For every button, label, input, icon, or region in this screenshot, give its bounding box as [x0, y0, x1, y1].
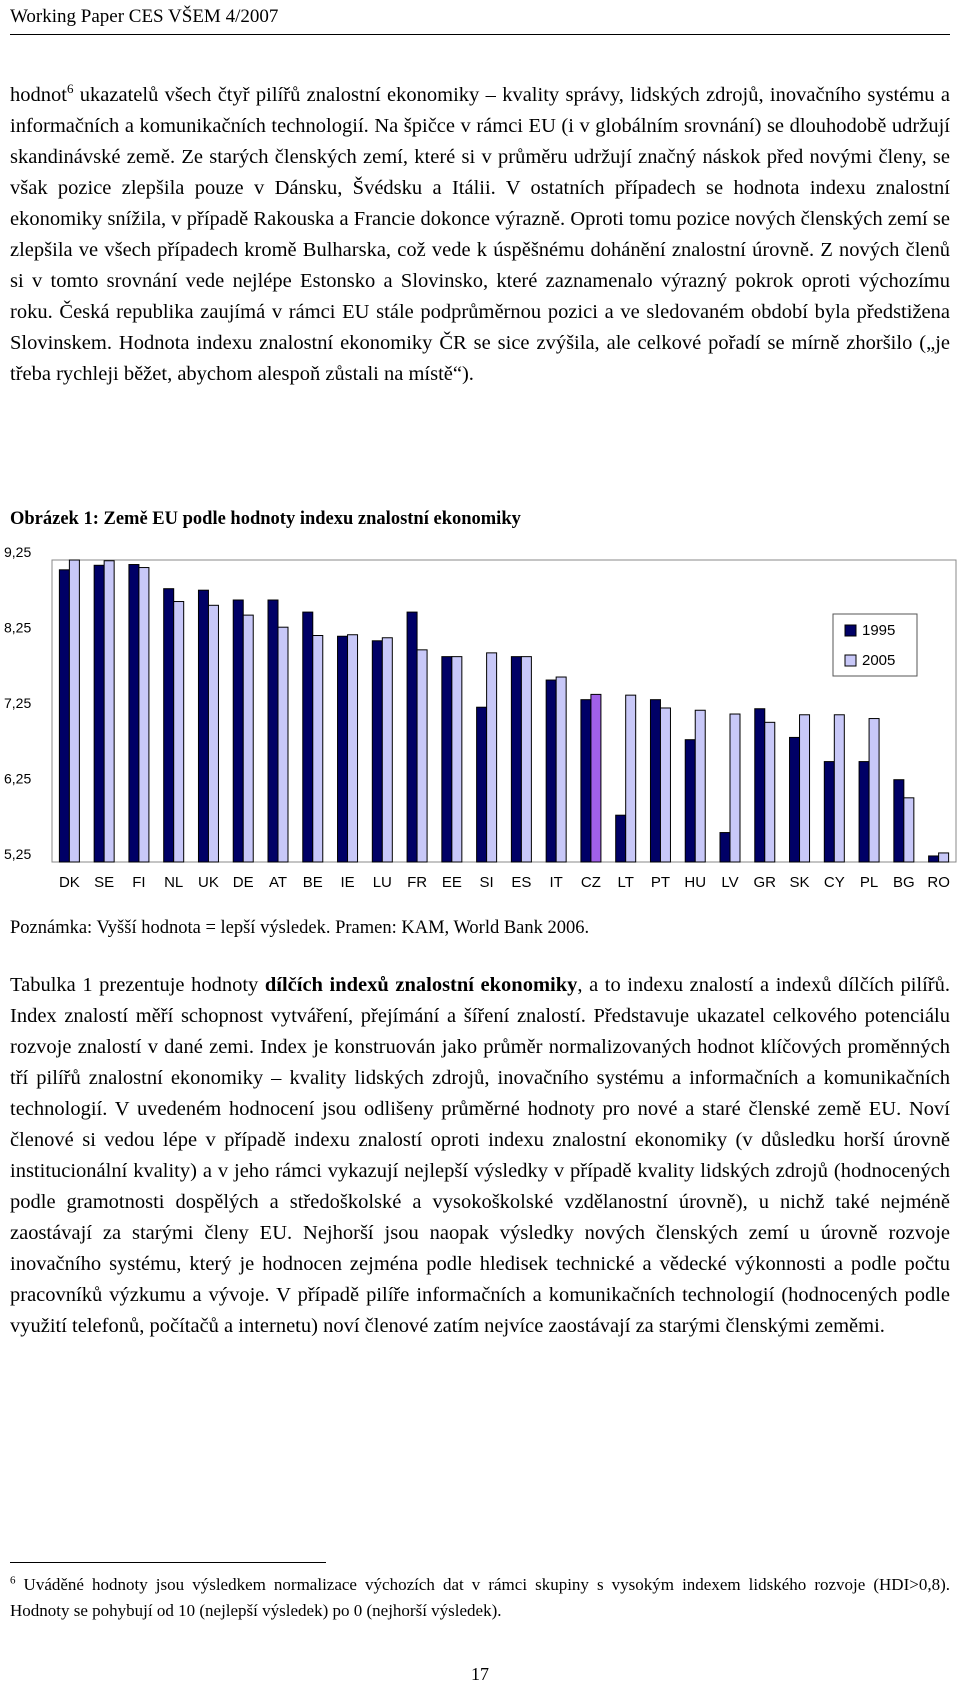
bar-nl-2005	[174, 602, 184, 862]
bar-se-2005	[104, 561, 114, 862]
bar-at-1995	[268, 600, 278, 862]
bar-fi-1995	[129, 565, 139, 862]
footnote	[10, 1572, 950, 1624]
bar-fi-2005	[139, 568, 149, 862]
x-axis-labels	[59, 874, 950, 891]
x-tick-label-ie: IE	[340, 874, 355, 891]
paragraph-1-text: ukazatelů všech čtyř pilířů znalostní ekonomiky – kvality správy, lidských zdrojů, inovačního systému a informačních a komunikačních technologií. Na špičce v rámci EU (i v globálním srovnání) se dlouhodobě udržují skandinávské země. Ze starých členských zemí, které si v průměru udržují značný náskok před novými členy, se však pozice zlepšila pouze v Dánsku, Švédsku a Itálii. V ostatních případech se hodnota indexu znalostní ekonomiky snížila, v případě Rakouska a Francie dokonce výrazně. Oproti tomu pozice nových členských zemí se zlepšila ve všech případech kromě Bulharska, což vede k úspěšnému dohánění znalostní úrovně. Z nových členů si v tomto srovnání vede nejlépe Estonsko a Slovinsko, které zaznamenalo výrazný pokrok oproti výchozímu roku. Česká republika zaujímá v rámci EU stále podprůměrnou pozici a ve sledovaném období byla předstižena Slovinskem. Hodnota indexu znalostní ekonomiky ČR se sice zvýšila, ale celkové pořadí se mírně zhoršilo („je třeba rychleji běžet, abychom alespoň zůstali na místě“).	[10, 84, 950, 385]
x-tick-label-pl: PL	[859, 874, 879, 891]
footnote-text: Uváděné hodnoty jsou výsledkem normalizace výchozích dat v rámci skupiny s vysokým indexem lidského rozvoje (HDI>0,8). Hodnoty se pohybují od 10 (nejlepší výsledek) po 0 (nejhorší výsledek).	[10, 1575, 950, 1620]
footnote-number: 6	[10, 1574, 16, 1587]
bar-pt-2005	[660, 708, 670, 862]
bar-dk-2005	[69, 560, 79, 862]
x-tick-label-lt: LT	[617, 874, 634, 891]
bar-cz-2005	[591, 694, 601, 862]
bar-pl-1995	[859, 762, 869, 862]
footnote-ref[interactable]: 6	[66, 81, 74, 97]
paragraph-1	[10, 80, 950, 390]
bar-uk-2005	[208, 605, 218, 862]
bar-lt-1995	[616, 815, 626, 862]
header-rule	[10, 34, 950, 35]
bar-be-2005	[313, 636, 323, 863]
bar-chart	[0, 540, 960, 910]
paragraph-2-bold: dílčích indexů znalostní ekonomiky	[264, 974, 578, 996]
bar-it-1995	[546, 680, 556, 862]
x-tick-label-es: ES	[511, 874, 532, 891]
bar-bg-1995	[894, 780, 904, 862]
bar-si-1995	[477, 707, 487, 862]
legend-label-2005: 2005	[862, 652, 896, 669]
x-tick-label-bg: BG	[893, 874, 915, 891]
bar-cy-2005	[834, 715, 844, 862]
x-tick-label-cz: CZ	[580, 874, 601, 891]
bar-nl-1995	[164, 589, 174, 862]
bar-bg-2005	[904, 798, 914, 862]
bar-ie-1995	[338, 636, 348, 862]
y-tick-label: 8,25	[4, 619, 32, 636]
y-axis-ticks	[4, 544, 31, 862]
bar-uk-1995	[198, 590, 208, 862]
paragraph-2	[10, 970, 950, 1342]
bar-lv-1995	[720, 833, 730, 862]
bar-ee-1995	[442, 657, 452, 862]
bar-it-2005	[556, 677, 566, 862]
x-tick-label-lu: LU	[372, 874, 392, 891]
paragraph-2-text: , a to indexu znalostí a indexů dílčích pilířů. Index znalostí měří schopnost vytváření, přejímání a šíření znalostí. Představuje ukazatel celkového potenciálu rozvoje znalostí v dané zemi. Index je konstruován jako průměr normalizovaných hodnot klíčových proměnných tří pilířů znalostní ekonomiky – kvality lidských zdrojů, inovačního systému a informačních a komunikačních technologií. V uvedeném hodnocení jsou odlišeny průměrné hodnoty pro nové a staré členské země EU. Noví členové si vedou lépe v případě indexu znalostí oproti indexu znalostní ekonomiky (v důsledku horší úrovně institucionální kvality) a v jeho rámci vykazují nejlepší výsledky v případě kvality lidských zdrojů (hodnocených podle gramotnosti dospělých a středoškolské a vysokoškolské vzdělanostní úrovně), u nichž také nejméně zaostávají za starými členy EU. Nejhorší jsou naopak výsledky nových členských zemí u úrovně rozvoje inovačního systému, který je hodnocen zejména podle hledisek technické a vědecké výkonnosti a podle počtu pracovníků výzkumu a vývoje. V případě pilíře informačních a komunikačních technologií (hodnocených podle využití telefonů, počítačů a internetu) noví členové zatím nejvíce zaostávají za starými členskými zeměmi.	[10, 974, 950, 1337]
legend-swatch-1995	[845, 625, 856, 636]
bar-ie-2005	[348, 635, 358, 862]
x-tick-label-uk: UK	[198, 874, 219, 891]
x-tick-label-de: DE	[232, 874, 254, 891]
x-tick-label-pt: PT	[650, 874, 671, 891]
footnote-rule	[10, 1562, 326, 1563]
paragraph-2-start: Tabulka 1 prezentuje hodnoty	[10, 974, 265, 996]
bar-si-2005	[487, 653, 497, 862]
bar-ee-2005	[452, 657, 462, 862]
x-tick-label-at: AT	[268, 874, 288, 891]
bar-fr-2005	[417, 650, 427, 862]
x-tick-label-sk: SK	[789, 874, 810, 891]
bar-es-1995	[511, 657, 521, 862]
x-tick-label-cy: CY	[823, 874, 845, 891]
x-tick-label-ee: EE	[441, 874, 462, 891]
figure-caption: Obrázek 1: Země EU podle hodnoty indexu znalostní ekonomiky	[10, 509, 521, 529]
bar-at-2005	[278, 627, 288, 862]
x-tick-label-fr: FR	[407, 874, 428, 891]
bar-ro-2005	[939, 853, 949, 862]
bar-se-1995	[94, 565, 104, 862]
y-tick-label: 5,25	[4, 846, 32, 862]
bar-de-2005	[243, 615, 253, 862]
y-tick-label: 6,25	[4, 770, 32, 787]
bar-pl-2005	[869, 719, 879, 862]
x-tick-label-se: SE	[94, 874, 115, 891]
plot-area	[52, 560, 956, 862]
bar-es-2005	[521, 657, 531, 862]
x-tick-label-nl: NL	[164, 874, 184, 891]
bar-lu-2005	[382, 638, 392, 862]
bar-gr-2005	[765, 722, 775, 862]
bar-be-1995	[303, 612, 313, 862]
bar-hu-2005	[695, 710, 705, 862]
bar-lv-2005	[730, 714, 740, 862]
bar-pt-1995	[650, 700, 660, 862]
bar-gr-1995	[755, 709, 765, 862]
bar-sk-1995	[790, 737, 800, 862]
legend	[833, 614, 917, 676]
bar-ro-1995	[929, 856, 939, 862]
x-tick-label-si: SI	[479, 874, 494, 891]
page-number: 17	[471, 1664, 489, 1684]
x-tick-label-gr: GR	[753, 874, 777, 891]
x-tick-label-hu: HU	[684, 874, 707, 891]
y-tick-label: 9,25	[4, 544, 32, 560]
bar-cz-1995	[581, 700, 591, 862]
y-tick-label: 7,25	[4, 695, 32, 711]
bar-fr-1995	[407, 612, 417, 862]
x-tick-label-lv: LV	[721, 874, 739, 891]
legend-label-1995: 1995	[862, 622, 896, 639]
bar-sk-2005	[800, 715, 810, 862]
x-tick-label-it: IT	[549, 874, 563, 891]
paragraph-1-start: hodnot	[10, 84, 67, 106]
bar-hu-1995	[685, 740, 695, 862]
legend-swatch-2005	[845, 655, 856, 666]
header-title: Working Paper CES VŠEM 4/2007	[10, 6, 279, 27]
x-tick-label-be: BE	[302, 874, 323, 891]
x-tick-label-ro: RO	[927, 874, 950, 891]
running-header	[10, 4, 950, 32]
bar-lt-2005	[626, 695, 636, 862]
bar-cy-1995	[824, 762, 834, 862]
x-tick-label-fi: FI	[132, 874, 146, 891]
bar-dk-1995	[59, 570, 69, 862]
bar-lu-1995	[372, 641, 382, 862]
figure-note: Poznámka: Vyšší hodnota = lepší výsledek. Pramen: KAM, World Bank 2006.	[10, 918, 590, 938]
bar-de-1995	[233, 600, 243, 862]
x-tick-label-dk: DK	[58, 874, 80, 891]
